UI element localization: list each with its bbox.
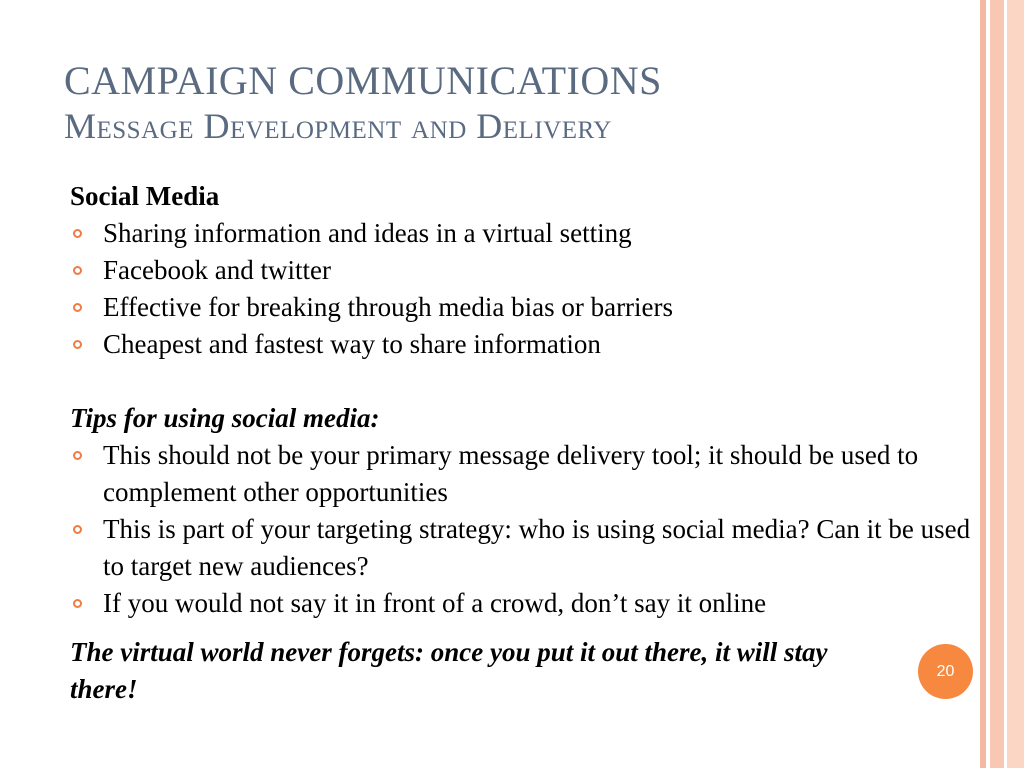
slide-body — [70, 178, 985, 708]
bullet-icon — [73, 340, 82, 349]
list-item — [70, 326, 985, 363]
list-item — [70, 215, 985, 252]
bullet-icon — [73, 266, 82, 275]
spacer — [70, 363, 985, 400]
bullet-icon — [73, 229, 82, 238]
section-heading-tips: Tips for using social media: — [70, 403, 380, 433]
bullet-text: Cheapest and fastest way to share information — [103, 329, 601, 359]
list-item — [70, 289, 985, 326]
page-number-badge: 20 — [918, 644, 973, 699]
bullet-list-social-media — [70, 215, 985, 363]
bullet-text: If you would not say it in front of a crowd, don’t say it online — [103, 588, 767, 618]
bullet-text: Sharing information and ideas in a virtual setting — [103, 218, 632, 248]
bullet-icon — [73, 451, 82, 460]
closing-statement: The virtual world never forgets: once you put it out there, it will stay there! — [70, 637, 828, 704]
list-item — [70, 437, 985, 511]
bullet-text: This is part of your targeting strategy: who is using social media? Can it be used to target new audiences? — [103, 514, 971, 581]
bullet-icon — [73, 525, 82, 534]
decorative-stripes — [980, 0, 1024, 768]
slide-title — [64, 58, 944, 148]
list-item — [70, 252, 985, 289]
section-heading-social-media: Social Media — [70, 181, 220, 211]
bullet-icon — [73, 599, 82, 608]
list-item — [70, 585, 985, 622]
list-item — [70, 511, 985, 585]
bullet-list-tips — [70, 437, 985, 622]
title-line-1: CAMPAIGN COMMUNICATIONS — [64, 58, 662, 103]
bullet-text: Facebook and twitter — [103, 255, 331, 285]
bullet-icon — [73, 303, 82, 312]
bullet-text: Effective for breaking through media bias or barriers — [103, 292, 674, 322]
title-line-2: Message Development and Delivery — [64, 106, 612, 146]
bullet-text: This should not be your primary message delivery tool; it should be used to complement other opportunities — [103, 440, 919, 507]
